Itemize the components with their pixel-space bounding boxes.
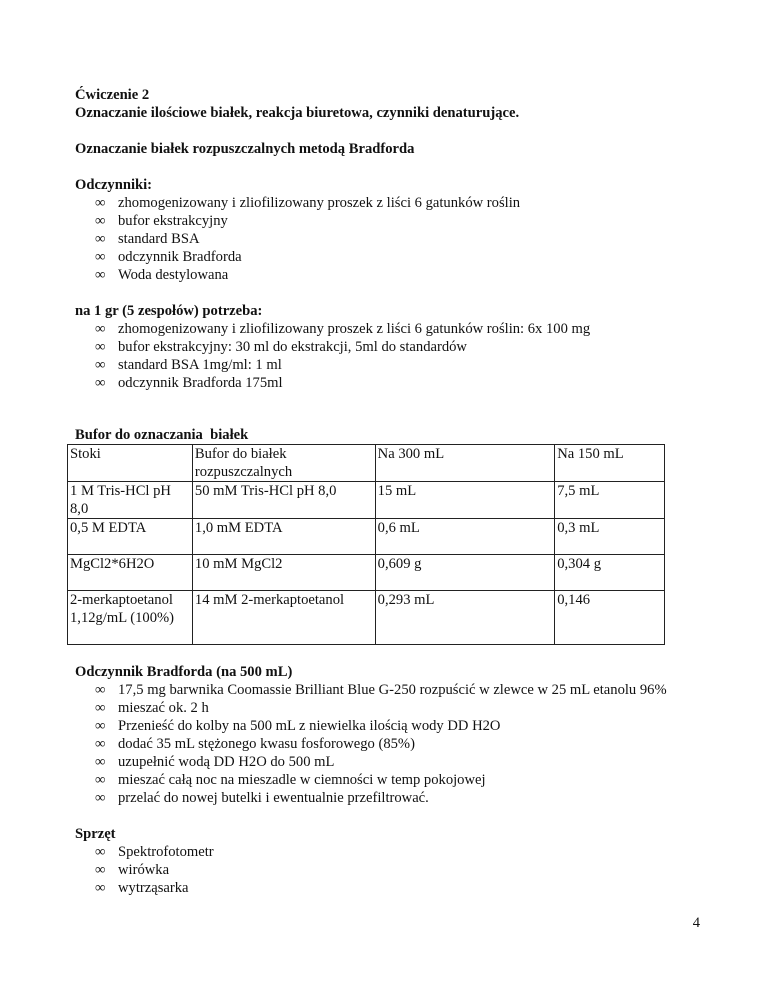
exercise-subtitle: Oznaczanie ilościowe białek, reakcja biuretowa, czynniki denaturujące. (75, 105, 520, 121)
list-item: ∞ zhomogenizowany i zliofilizowany proszek z liści 6 gatunków roślin (95, 195, 521, 211)
table-cell: 0,146 (555, 591, 665, 645)
infinity-bullet-icon: ∞ (95, 375, 106, 391)
list-item: ∞ dodać 35 mL stężonego kwasu fosforowego (85%) (95, 736, 415, 752)
document-page (70, 86, 695, 897)
table-cell: 0,3 mL (555, 519, 665, 555)
infinity-bullet-icon: ∞ (95, 772, 106, 788)
list-item: ∞ odczynnik Bradforda (95, 249, 242, 265)
list-item: ∞ mieszać ok. 2 h (95, 700, 209, 716)
exercise-title: Ćwiczenie 2 (75, 87, 150, 103)
list-item: ∞ uzupełnić wodą DD H2O do 500 mL (95, 754, 335, 770)
list-item: ∞ bufor ekstrakcyjny (95, 213, 228, 229)
table-header-cell: Na 150 mL (555, 445, 665, 482)
infinity-bullet-icon: ∞ (95, 213, 106, 229)
table-row (68, 519, 665, 555)
infinity-bullet-icon: ∞ (95, 357, 106, 373)
section-heading-bradford: Oznaczanie białek rozpuszczalnych metodą Bradforda (75, 141, 415, 157)
table-cell: 1 M Tris-HCl pH 8,0 (68, 482, 193, 519)
table-cell: 50 mM Tris-HCl pH 8,0 (192, 482, 375, 519)
table-header-cell: Na 300 mL (375, 445, 555, 482)
table-cell: 7,5 mL (555, 482, 665, 519)
table-header-cell: Bufor do białek rozpuszczalnych (192, 445, 375, 482)
list-item: ∞ 17,5 mg barwnika Coomassie Brilliant Blue G-250 rozpuścić w zlewce w 25 mL etanolu 96% (95, 682, 667, 698)
list-item: ∞ Spektrofotometr (95, 844, 214, 860)
list-item: ∞ zhomogenizowany i zliofilizowany proszek z liści 6 gatunków roślin: 6x 100 mg (95, 321, 591, 337)
list-item: ∞ przelać do nowej butelki i ewentualnie przefiltrować. (95, 790, 429, 806)
infinity-bullet-icon: ∞ (95, 754, 106, 770)
bradford-reagent-list (75, 681, 695, 807)
table-cell: 15 mL (375, 482, 555, 519)
table-cell: 0,304 g (555, 555, 665, 591)
needs-heading: na 1 gr (5 zespołów) potrzeba: (75, 303, 263, 319)
table-cell: 0,6 mL (375, 519, 555, 555)
table-row (68, 555, 665, 591)
equipment-list (75, 843, 695, 897)
infinity-bullet-icon: ∞ (95, 231, 106, 247)
table-cell: 1,0 mM EDTA (192, 519, 375, 555)
infinity-bullet-icon: ∞ (95, 790, 106, 806)
infinity-bullet-icon: ∞ (95, 862, 106, 878)
buffer-table (67, 444, 665, 645)
infinity-bullet-icon: ∞ (95, 880, 106, 896)
list-item: ∞ Przenieść do kolby na 500 mL z niewielka ilością wody DD H2O (95, 718, 501, 734)
infinity-bullet-icon: ∞ (95, 195, 106, 211)
infinity-bullet-icon: ∞ (95, 249, 106, 265)
table-row (68, 482, 665, 519)
infinity-bullet-icon: ∞ (95, 736, 106, 752)
infinity-bullet-icon: ∞ (95, 700, 106, 716)
bradford-reagent-heading: Odczynnik Bradforda (na 500 mL) (75, 664, 293, 680)
buffer-table-heading: Bufor do oznaczania białek (75, 427, 249, 443)
table-header-cell: Stoki (68, 445, 193, 482)
infinity-bullet-icon: ∞ (95, 844, 106, 860)
infinity-bullet-icon: ∞ (95, 718, 106, 734)
reagents-heading: Odczynniki: (75, 177, 153, 193)
list-item: ∞ wirówka (95, 862, 170, 878)
table-cell: MgCl2*6H2O (68, 555, 193, 591)
list-item: ∞ bufor ekstrakcyjny: 30 ml do ekstrakcji, 5ml do standardów (95, 339, 467, 355)
list-item: ∞ odczynnik Bradforda 175ml (95, 375, 283, 391)
table-cell: 0,609 g (375, 555, 555, 591)
infinity-bullet-icon: ∞ (95, 321, 106, 337)
infinity-bullet-icon: ∞ (95, 267, 106, 283)
table-cell: 0,293 mL (375, 591, 555, 645)
table-cell: 10 mM MgCl2 (192, 555, 375, 591)
infinity-bullet-icon: ∞ (95, 339, 106, 355)
infinity-bullet-icon: ∞ (95, 682, 106, 698)
list-item: ∞ wytrząsarka (95, 880, 189, 896)
table-header-row (68, 445, 665, 482)
list-item: ∞ standard BSA 1mg/ml: 1 ml (95, 357, 282, 373)
list-item: ∞ mieszać całą noc na mieszadle w ciemności w temp pokojowej (95, 772, 486, 788)
list-item: ∞ Woda destylowana (95, 267, 229, 283)
reagents-list (75, 194, 695, 284)
table-row (68, 591, 665, 645)
table-cell: 14 mM 2-merkaptoetanol (192, 591, 375, 645)
page-number: 4 (692, 915, 700, 931)
list-item: ∞ standard BSA (95, 231, 200, 247)
needs-list (75, 320, 695, 392)
table-cell: 0,5 M EDTA (68, 519, 193, 555)
equipment-heading: Sprzęt (75, 826, 116, 842)
table-cell: 2-merkaptoetanol 1,12g/mL (100%) (68, 591, 193, 645)
